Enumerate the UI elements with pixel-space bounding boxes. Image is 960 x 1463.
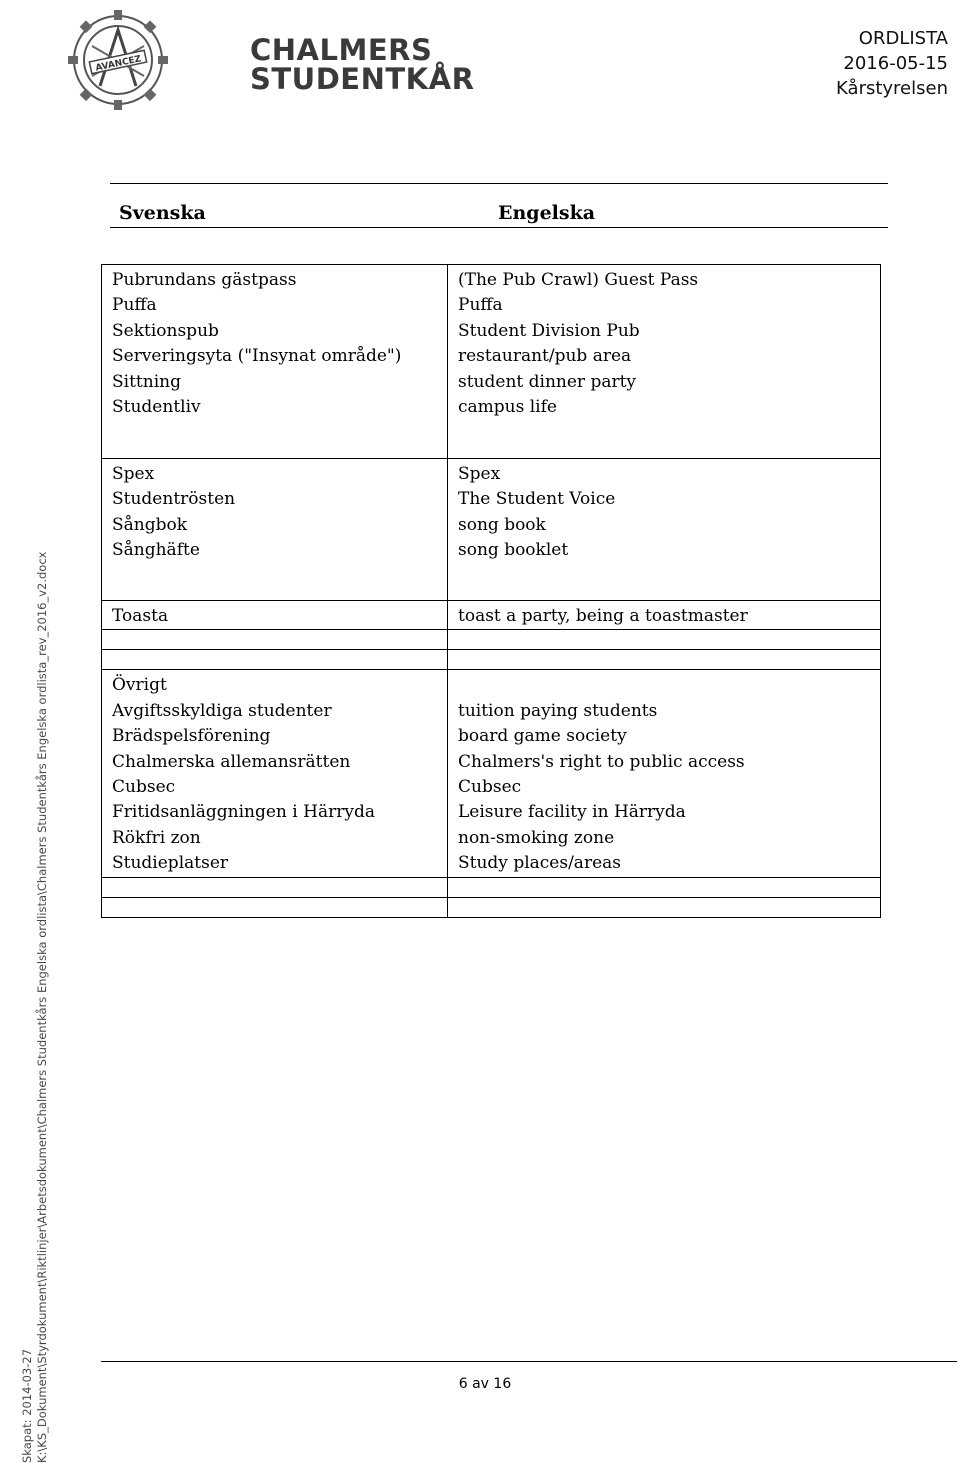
glossary-table — [101, 264, 881, 918]
term: Puffa — [112, 295, 157, 316]
doc-date: 2016-05-15 — [843, 53, 948, 74]
translation: song booklet — [458, 540, 569, 561]
translation: toast a party, being a toastmaster — [458, 606, 748, 626]
translation: non-smoking zone — [458, 827, 615, 848]
engelska-cell — [448, 670, 881, 877]
engelska-cell — [448, 601, 881, 630]
empty-cell — [102, 897, 448, 917]
svenska-cell — [102, 265, 448, 459]
translation: (The Pub Crawl) Guest Pass — [458, 270, 699, 290]
term: Brädspelsförening — [112, 726, 271, 747]
term: Övrigt — [112, 675, 167, 696]
glossary-group — [102, 459, 881, 601]
translation: Study places/areas — [458, 853, 621, 874]
empty-row — [102, 630, 881, 650]
empty-cell — [102, 630, 448, 650]
term: Avgiftsskyldiga studenter — [112, 700, 332, 721]
created-date: Skapat: 2014-03-27 — [20, 1348, 34, 1463]
svenska-cell — [102, 670, 448, 877]
gear-seal-icon — [60, 6, 180, 112]
term: Studieplatser — [112, 853, 229, 874]
term: Serveringsyta ("Insynat område") — [112, 346, 402, 367]
column-heading-engelska: Engelska — [498, 202, 596, 224]
translation: The Student Voice — [458, 489, 616, 510]
glossary-group — [102, 265, 881, 459]
logo-line-1: CHALMERS — [250, 33, 433, 67]
empty-cell — [102, 650, 448, 670]
term: Toasta — [112, 606, 169, 626]
empty-cell — [448, 877, 881, 897]
empty-cell — [448, 650, 881, 670]
engelska-cell — [448, 265, 881, 459]
term: Spex — [112, 464, 155, 484]
translation: campus life — [458, 397, 557, 418]
term: Chalmerska allemansrätten — [112, 751, 351, 772]
term: Studentliv — [112, 397, 201, 418]
translation: Student Division Pub — [458, 320, 640, 341]
empty-cell — [102, 877, 448, 897]
translation: song book — [458, 514, 546, 535]
engelska-cell — [448, 459, 881, 601]
translation: Leisure facility in Härryda — [458, 802, 686, 823]
logo-wordmark — [250, 33, 475, 96]
translation: Chalmers's right to public access — [458, 751, 745, 772]
doc-type: ORDLISTA — [858, 28, 948, 49]
term: Sånghäfte — [112, 540, 200, 561]
top-rule — [110, 183, 888, 184]
term: Rökfri zon — [112, 827, 201, 848]
empty-row — [102, 897, 881, 917]
svenska-cell — [102, 601, 448, 630]
column-heading-svenska: Svenska — [119, 202, 206, 224]
file-info-sidebar — [0, 0, 49, 1463]
term: Cubsec — [112, 777, 176, 798]
empty-cell — [448, 897, 881, 917]
translation: Spex — [458, 464, 501, 484]
empty-cell — [448, 630, 881, 650]
empty-row — [102, 877, 881, 897]
logo-line-2: STUDENTKÅR — [250, 62, 475, 96]
file-path: K:\KS_Dokument\Styrdokument\Riktlinjer\Arbetsdokument\Chalmers Studentkårs Engelska ordlista\Chalmers Studentkårs Engelska ordlista_rev_2016_v2.docx — [35, 551, 49, 1463]
empty-row — [102, 650, 881, 670]
term: Pubrundans gästpass — [112, 270, 297, 290]
term: Sångbok — [112, 514, 188, 535]
page-number: 6 av 16 — [458, 1376, 512, 1392]
document-meta — [836, 26, 948, 101]
term: Studentrösten — [112, 489, 236, 510]
translation: tuition paying students — [458, 700, 658, 721]
seal-text: AVANCEZ — [94, 54, 143, 74]
doc-author: Kårstyrelsen — [836, 78, 948, 99]
term: Fritidsanläggningen i Härryda — [112, 802, 375, 823]
heading-rule — [110, 227, 888, 228]
translation: Cubsec — [458, 777, 522, 798]
translation: board game society — [458, 726, 627, 747]
translation — [458, 673, 870, 698]
footer-rule — [101, 1361, 957, 1362]
glossary-group — [102, 601, 881, 630]
svenska-cell — [102, 459, 448, 601]
translation: restaurant/pub area — [458, 346, 632, 367]
term: Sektionspub — [112, 320, 219, 341]
translation: Puffa — [458, 295, 503, 316]
translation: student dinner party — [458, 371, 637, 392]
chalmers-studentkar-logo — [60, 6, 475, 112]
term: Sittning — [112, 371, 181, 392]
glossary-group — [102, 670, 881, 877]
